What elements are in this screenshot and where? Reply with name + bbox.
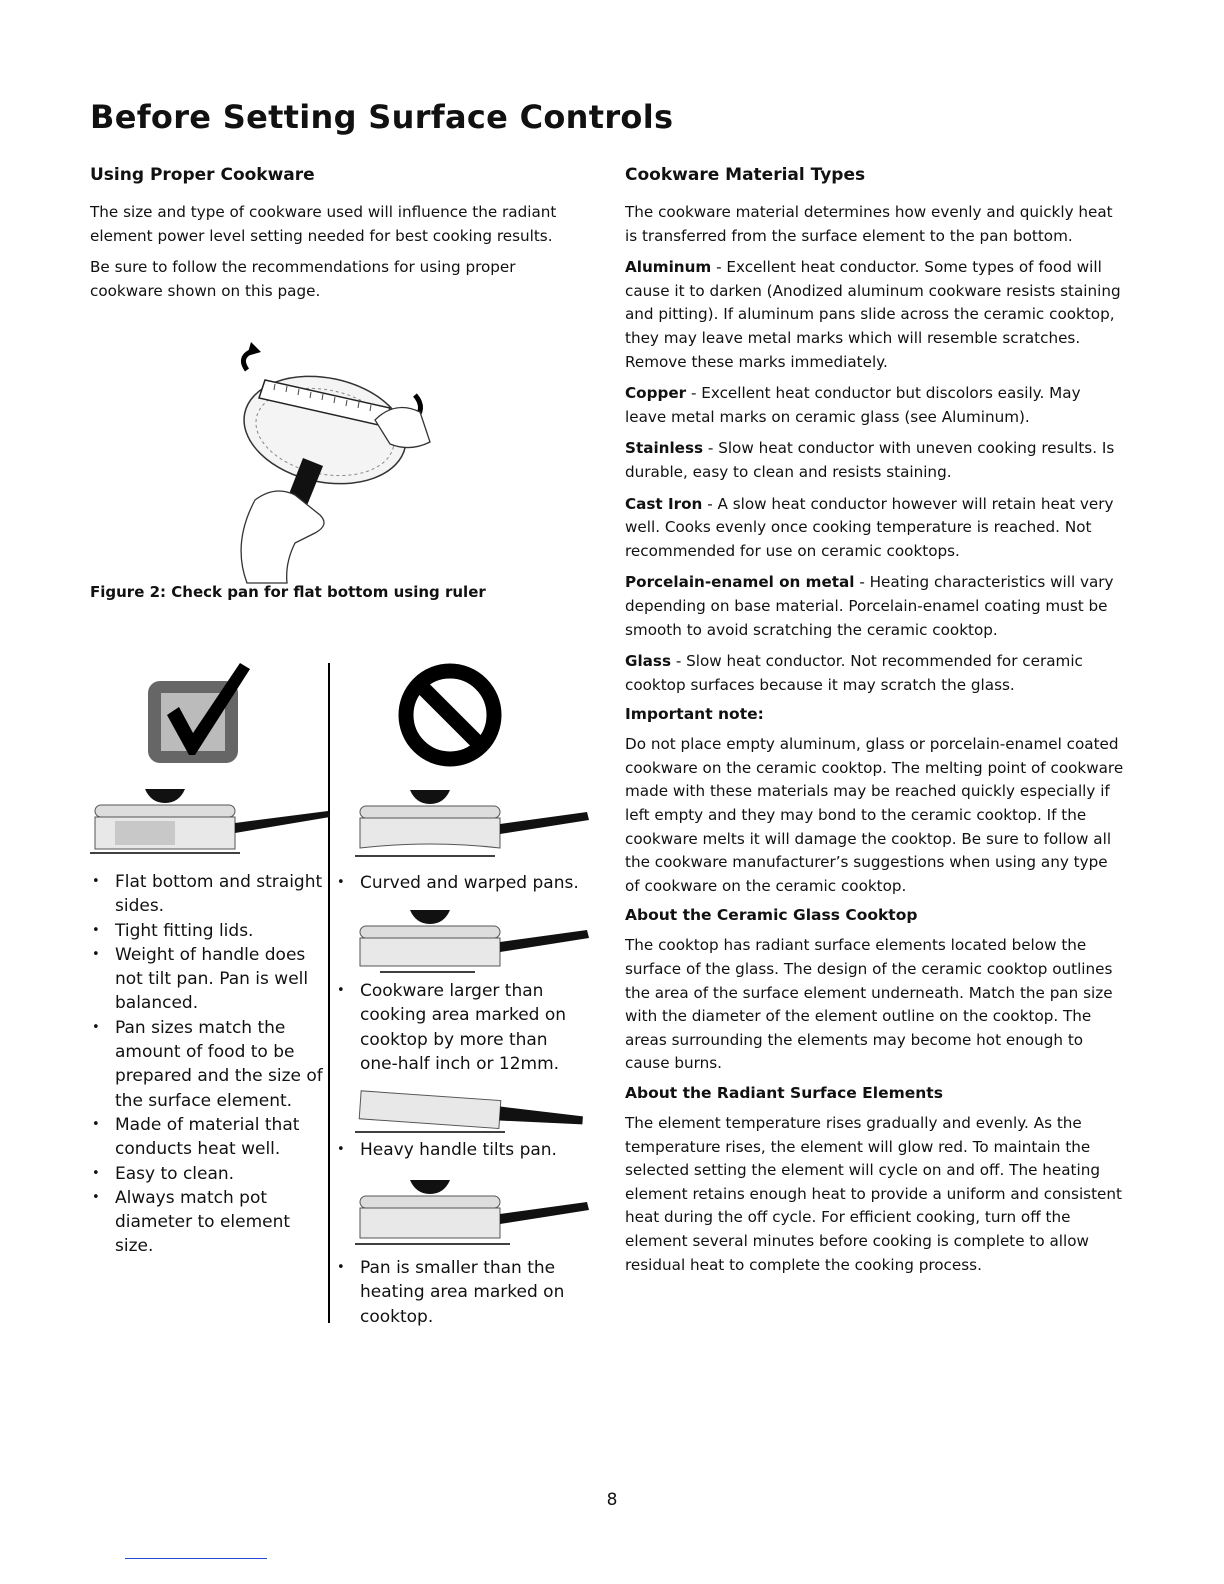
list-item: • Curved and warped pans. bbox=[335, 871, 590, 895]
list-item: • Made of material that conducts heat well. bbox=[90, 1113, 325, 1162]
hand bbox=[241, 491, 324, 583]
pan-ruler-illustration bbox=[225, 340, 440, 585]
material-glass: Glass - Slow heat conductor. Not recommended for ceramic cooktop surfaces because it may scratch the glass. bbox=[625, 652, 1083, 694]
footer-link-line bbox=[125, 1558, 267, 1559]
radiant-elements-heading: About the Radiant Surface Elements bbox=[625, 1084, 943, 1102]
list-item: • Easy to clean. bbox=[90, 1162, 325, 1186]
tilted-pan-illustration bbox=[355, 1090, 595, 1140]
small-pan-illustration bbox=[355, 1180, 595, 1250]
intro-paragraph: The size and type of cookware used will influence the radiant element power level setting needed for best cooking results. bbox=[90, 203, 557, 245]
left-column bbox=[90, 165, 590, 311]
page-number: 8 bbox=[606, 1490, 618, 1510]
material-stainless: Stainless - Slow heat conductor with uneven cooking results. Is durable, easy to clean and resists staining. bbox=[625, 439, 1115, 481]
material-intro: The cookware material determines how evenly and quickly heat is transferred from the surface element to the pan bottom. bbox=[625, 203, 1113, 245]
good-pan-illustration bbox=[90, 785, 335, 860]
recommendation-paragraph: Be sure to follow the recommendations for using proper cookware shown on this page. bbox=[90, 258, 516, 300]
ceramic-cooktop-text: The cooktop has radiant surface elements located below the surface of the glass. The design of the ceramic cooktop outlines the area of the surface element underneath. Match the pan size with the diameter of the element outline on the cooktop. The areas surrounding the elements may become hot enough to cause burns. bbox=[625, 936, 1113, 1073]
prohibited-icon bbox=[395, 660, 505, 770]
list-item: • Weight of handle does not tilt pan. Pan is well balanced. bbox=[90, 943, 325, 1016]
large-pan-illustration bbox=[355, 910, 595, 975]
list-item: • Heavy handle tilts pan. bbox=[335, 1138, 590, 1162]
material-cast-iron: Cast Iron - A slow heat conductor however will retain heat very well. Cooks evenly once cooking temperature is reached. Not recommended for use on ceramic cooktops. bbox=[625, 494, 1114, 560]
list-item: • Pan is smaller than the heating area marked on cooktop. bbox=[335, 1256, 590, 1329]
cookware-material-heading: Cookware Material Types bbox=[625, 165, 866, 185]
figure-caption: Figure 2: Check pan for flat bottom using ruler bbox=[90, 583, 486, 601]
ceramic-cooktop-heading: About the Ceramic Glass Cooktop bbox=[625, 906, 918, 925]
checkmark-icon bbox=[145, 663, 255, 768]
material-copper: Copper - Excellent heat conductor but discolors easily. May leave metal marks on ceramic glass (see Aluminum). bbox=[625, 384, 1081, 426]
list-item: • Cookware larger than cooking area marked on cooktop by more than one-half inch or 12mm. bbox=[335, 979, 590, 1076]
radiant-elements-text: The element temperature rises gradually and evenly. As the temperature rises, the element will glow red. To maintain the selected setting the element will cycle on and off. The heating element retains enough heat to provide a uniform and consistent heat during the off cycle. For efficient cooking, turn off the element several minutes before cooking is complete to allow residual heat to complete the cooking process. bbox=[625, 1114, 1122, 1274]
list-item: • Flat bottom and straight sides. bbox=[90, 870, 325, 919]
material-porcelain: Porcelain-enamel on metal - Heating characteristics will vary depending on base material. Porcelain-enamel coating must be smooth to avoid scratching the ceramic cooktop. bbox=[625, 573, 1114, 639]
warped-pan-illustration bbox=[355, 790, 595, 860]
list-item: • Pan sizes match the amount of food to be prepared and the size of the surface element. bbox=[90, 1016, 325, 1113]
page-title: Before Setting Surface Controls bbox=[90, 98, 674, 136]
important-note-heading: Important note: bbox=[625, 705, 764, 724]
important-note-text: Do not place empty aluminum, glass or porcelain-enamel coated cookware on the ceramic cooktop. The melting point of cookware made with these materials may be reached quickly especially if left empty and they may bond to the ceramic cooktop. If the cookware melts it will damage the cooktop. Be sure to follow all the cookware manufacturer’s suggestions when using any type of cookware on the ceramic cooktop. bbox=[625, 735, 1124, 895]
material-aluminum: Aluminum - Excellent heat conductor. Some types of food will cause it to darken (Anodized aluminum cookware resists staining and pitting). If aluminum pans slide across the ceramic cooktop, they may leave metal marks which will resemble scratches. Remove these marks immediately. bbox=[625, 258, 1121, 371]
list-item: • Always match pot diameter to element size. bbox=[90, 1186, 325, 1259]
good-features-list bbox=[90, 870, 325, 1259]
using-cookware-heading: Using Proper Cookware bbox=[90, 165, 315, 185]
column-divider bbox=[328, 663, 330, 1323]
right-column bbox=[625, 165, 1125, 1285]
list-item: • Tight fitting lids. bbox=[90, 919, 325, 943]
